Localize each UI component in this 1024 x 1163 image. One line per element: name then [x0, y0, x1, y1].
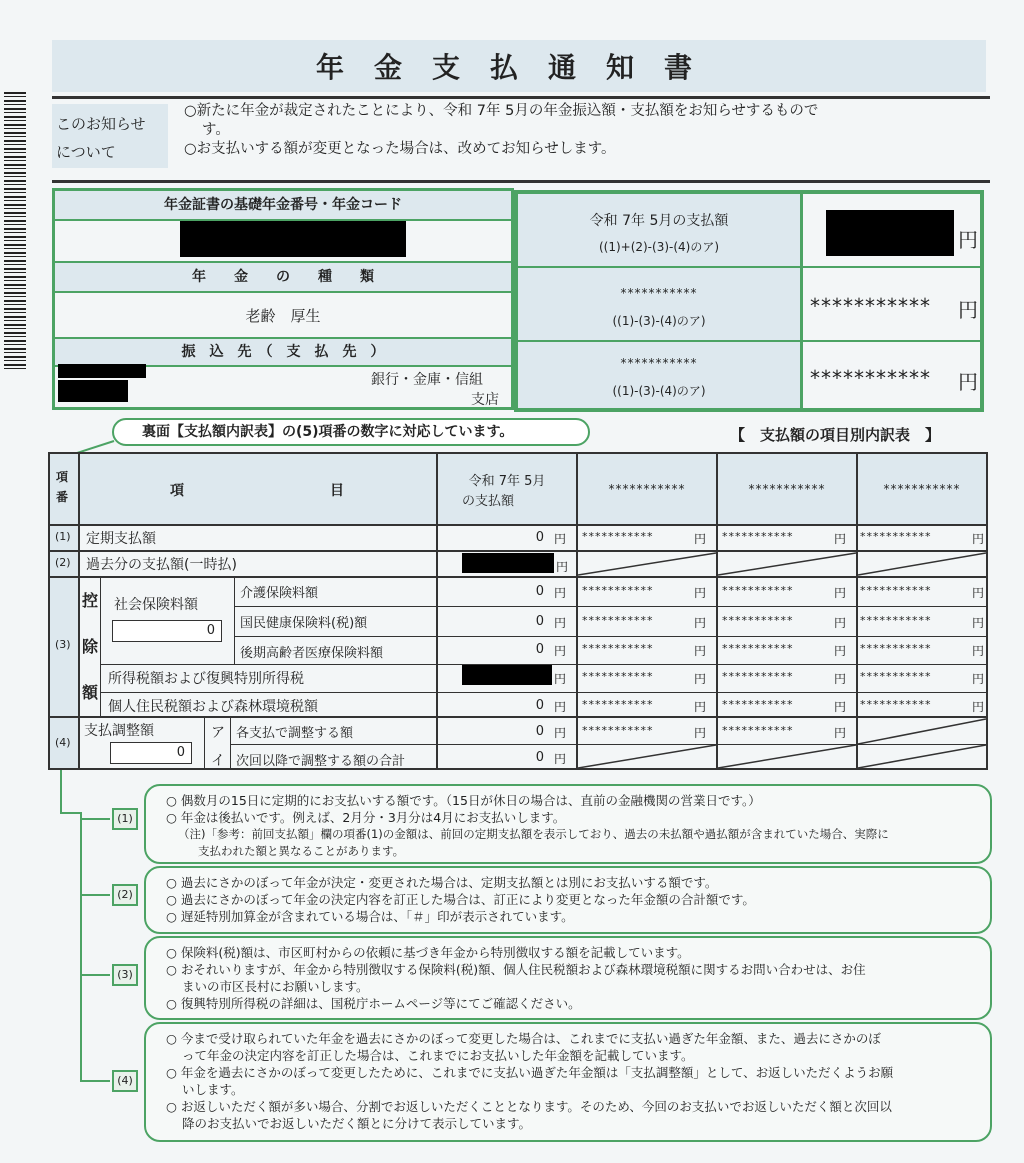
row2-no: (2): [55, 556, 71, 569]
amount-row2-formula: ((1)-(3)-(4)のア): [612, 314, 706, 328]
note2-line2: ○ 過去にさかのぼって年金の決定内容を訂正した場合は、訂正により変更となった年金額の合計額です。: [166, 892, 755, 907]
yen-mark: 円: [834, 726, 847, 740]
star-cell: ***********: [860, 530, 932, 543]
elderly-medical-label: 後期高齢者医療保険料額: [240, 646, 384, 661]
star-cell: ***********: [722, 670, 794, 683]
divider: [100, 576, 101, 716]
star-cell: ***********: [582, 642, 654, 655]
star-cell: ***********: [582, 584, 654, 597]
amount-row2-label: ***********: [620, 286, 698, 300]
strike-line: [578, 553, 716, 575]
divider: [100, 692, 986, 693]
elderly-value: 0: [535, 642, 544, 657]
connector-line: [60, 770, 62, 814]
divider: [234, 606, 986, 607]
header-col2: ***********: [608, 482, 686, 496]
connector-line: [80, 818, 110, 820]
adjust-i-value: 0: [535, 750, 544, 765]
notice-text: [184, 102, 974, 159]
star-cell: ***********: [860, 698, 932, 711]
header-col1-b: の支払額: [461, 494, 514, 509]
adjust-a-value: 0: [535, 724, 544, 739]
yen-mark: 円: [694, 586, 707, 600]
strike-line: [858, 745, 986, 768]
amount-row3-formula: ((1)-(3)-(4)のア): [612, 384, 706, 398]
divider: [800, 194, 803, 408]
star-cell: ***********: [860, 670, 932, 683]
note4-line6: 降のお支払いでお返しいただく額とに分けて表示しています。: [182, 1116, 532, 1131]
star-cell: ***********: [860, 642, 932, 655]
divider: [52, 180, 990, 183]
adjustment-total: 0: [110, 742, 192, 764]
kojo-char1: 控: [82, 591, 99, 610]
note2-line1: ○ 過去にさかのぼって年金が決定・変更された場合は、定期支払額とは別にお支払いする額です。: [166, 875, 718, 890]
yen-mark: 円: [958, 228, 978, 252]
strike-line: [718, 553, 856, 575]
redacted-pension-number: [180, 221, 406, 257]
note4-box: [144, 1022, 992, 1142]
divider: [230, 716, 231, 768]
amount-row3-label: ***********: [620, 356, 698, 370]
note1-box: [144, 784, 992, 864]
strike-line: [858, 719, 986, 744]
note4-line3: ○ 年金を過去にさかのぼって変更したために、これまでに支払い過ぎた年金額は「支払調整額」として、お返しいただくようお願: [166, 1065, 894, 1080]
yen-mark: 円: [972, 586, 985, 600]
header-item-b: 目: [330, 483, 344, 499]
header-no-1: 項: [56, 470, 69, 484]
note3-box: [144, 936, 992, 1020]
amount-row1-label: 令和 7年 5月の支払額: [589, 213, 729, 229]
nhi-label: 国民健康保険料(税)額: [240, 616, 368, 631]
yen-mark: 円: [834, 586, 847, 600]
resident-tax-label: 個人住民税額および森林環境税額: [108, 699, 318, 715]
redacted-branch: [58, 380, 128, 402]
yen-mark: 円: [834, 616, 847, 630]
star-cell: ***********: [722, 614, 794, 627]
notice-label-line2: について: [56, 143, 116, 161]
header-col1-a: 令和 7年 5月: [468, 474, 546, 489]
yen-mark: 円: [958, 370, 978, 394]
strike-line: [858, 553, 986, 575]
yen-mark: 円: [972, 644, 985, 658]
note1-tag: (1): [112, 808, 138, 830]
divider: [234, 636, 986, 637]
redacted-payment-amount: [826, 210, 954, 256]
yen-mark: 円: [554, 672, 567, 686]
pension-type-value: 老齢 厚生: [55, 293, 511, 339]
divider: [50, 576, 986, 578]
note4-tag: (4): [112, 1070, 138, 1092]
adjust-i-mark: イ: [211, 753, 225, 769]
amount-row3-value: ***********: [810, 366, 931, 390]
barcode: [4, 92, 26, 372]
pension-number-label: 年金証書の基礎年金番号・年金コード: [55, 191, 511, 221]
star-cell: ***********: [582, 530, 654, 543]
row1-label: 定期支払額: [86, 531, 156, 547]
payee-label: 振 込 先 （ 支 払 先 ）: [55, 339, 511, 367]
notice-line1b: す。: [202, 122, 230, 138]
divider: [50, 524, 986, 526]
note3-tag: (3): [112, 964, 138, 986]
social-insurance-label: 社会保険料額: [114, 597, 198, 613]
breakdown-table: [48, 452, 988, 770]
note4-line2: って年金の決定内容を訂正した場合は、これまでにお支払いした年金額を記載しています。: [182, 1048, 694, 1063]
yen-mark: 円: [694, 616, 707, 630]
note3-line4: ○ 復興特別所得税の詳細は、国税庁ホームページ等にてご確認ください。: [166, 996, 581, 1011]
connector-line: [60, 812, 82, 814]
resident-value: 0: [535, 698, 544, 713]
notice-label-line1: このお知らせ: [56, 115, 146, 133]
note4-line4: いします。: [182, 1082, 244, 1097]
note2-line3: ○ 遅延特別加算金が含まれている場合は、「＃」印が表示されています。: [166, 909, 574, 924]
branch-suffix: 支店: [471, 392, 499, 408]
social-insurance-total: 0: [112, 620, 222, 642]
star-cell: ***********: [860, 584, 932, 597]
row3-no: (3): [55, 638, 71, 651]
note1-line4: 支払われた額と異なることがあります。: [198, 844, 405, 858]
row1-value: 0: [535, 530, 544, 545]
notice-line1: ○新たに年金が裁定されたことにより、令和 7年 5月の年金振込額・支払額をお知らせするもので: [184, 103, 819, 119]
redacted-past-payment: [462, 553, 554, 573]
note1-line1: ○ 偶数月の15日に定期的にお支払いする額です。（15日が休日の場合は、直前の金融機関の営業日です。）: [166, 793, 761, 808]
note2-tag: (2): [112, 884, 138, 906]
star-cell: ***********: [722, 698, 794, 711]
adjustment-label: 支払調整額: [84, 723, 154, 739]
amount-row2-value: ***********: [810, 294, 931, 318]
row4-no: (4): [55, 736, 71, 749]
nhi-value: 0: [535, 614, 544, 629]
redacted-income-tax: [462, 665, 552, 685]
yen-mark: 円: [554, 616, 567, 630]
yen-mark: 円: [554, 726, 567, 740]
note2-box: [144, 866, 992, 934]
yen-mark: 円: [972, 700, 985, 714]
note4-line1: ○ 今まで受け取られていた年金を過去にさかのぼって変更した場合は、これまでに支払い過ぎた年金額、また、過去にさかのぼ: [166, 1031, 881, 1046]
care-value: 0: [535, 584, 544, 599]
star-cell: ***********: [582, 614, 654, 627]
row2-label: 過去分の支払額(一時払): [86, 557, 237, 573]
kojo-char3: 額: [82, 683, 99, 702]
yen-mark: 円: [972, 532, 985, 546]
divider: [234, 576, 235, 664]
yen-mark: 円: [694, 672, 707, 686]
notice-line2: ○お支払いする額が変更となった場合は、改めてお知らせします。: [184, 141, 616, 157]
note3-line2: ○ おそれいりますが、年金から特別徴収する保険料(税)額、個人住民税額および森林環境税額に関するお問い合わせは、お住: [166, 962, 866, 977]
divider: [518, 266, 980, 268]
yen-mark: 円: [834, 532, 847, 546]
adjust-a-label: 各支払で調整する額: [236, 726, 354, 741]
reverse-side-pointer-note: 裏面【支払額内訳表】の(5)項番の数字に対応しています。: [112, 418, 590, 446]
yen-mark: 円: [554, 532, 567, 546]
yen-mark: 円: [694, 726, 707, 740]
redacted-bank: [58, 364, 146, 378]
yen-mark: 円: [694, 700, 707, 714]
page-title: 年金支払通知書: [315, 51, 722, 84]
star-cell: ***********: [860, 614, 932, 627]
yen-mark: 円: [834, 700, 847, 714]
yen-mark: 円: [972, 672, 985, 686]
blank-cells-row2: [578, 552, 986, 576]
strike-line: [578, 745, 716, 768]
connector-line: [80, 974, 110, 976]
yen-mark: 円: [554, 644, 567, 658]
divider: [52, 96, 990, 99]
star-cell: ***********: [582, 670, 654, 683]
header-col3: ***********: [748, 482, 826, 496]
connector-line: [80, 1080, 110, 1082]
yen-mark: 円: [554, 586, 567, 600]
note1-line3: （注)「参考：前回支払額」欄の項番(1)の金額は、前回の定期支払額を表示しており、過去の未払額や過払額が含まれていた場合、実際に: [178, 827, 889, 841]
pension-type-label: 年 金 の 種 類: [55, 263, 511, 293]
star-cell: ***********: [722, 584, 794, 597]
divider: [518, 340, 980, 342]
header-item-a: 項: [170, 483, 184, 499]
divider: [78, 454, 80, 768]
note3-line3: まいの市区長村にお願いします。: [182, 979, 369, 994]
yen-mark: 円: [554, 752, 567, 766]
yen-mark: 円: [834, 672, 847, 686]
divider: [204, 716, 205, 768]
yen-mark: 円: [694, 532, 707, 546]
yen-mark: 円: [958, 298, 978, 322]
star-cell: ***********: [722, 724, 794, 737]
star-cell: ***********: [722, 642, 794, 655]
connector-line: [80, 894, 110, 896]
kojo-char2: 除: [82, 637, 99, 656]
star-cell: ***********: [582, 724, 654, 737]
yen-mark: 円: [694, 644, 707, 658]
note3-line1: ○ 保険料(税)額は、市区町村からの依頼に基づき年金から特別徴収する額を記載しています。: [166, 945, 690, 960]
notice-label: [52, 104, 168, 168]
blank-cells-row4: [578, 718, 986, 768]
header-no-2: 番: [56, 490, 69, 504]
yen-mark: 円: [556, 560, 569, 574]
header-col4: ***********: [883, 482, 961, 496]
yen-mark: 円: [972, 616, 985, 630]
note4-line5: ○ お返しいただく額が多い場合、分割でお返しいただくこととなります。そのため、今回のお支払いでお返しいただく額と次回以: [166, 1099, 892, 1114]
strike-line: [718, 745, 856, 768]
amount-row1-formula: ((1)+(2)-(3)-(4)のア): [598, 240, 720, 254]
bank-suffix: 銀行・金庫・信組: [371, 372, 483, 388]
star-cell: ***********: [722, 530, 794, 543]
row1-no: (1): [55, 530, 71, 543]
yen-mark: 円: [834, 644, 847, 658]
income-tax-label: 所得税額および復興特別所得税: [108, 671, 304, 687]
breakdown-title: 【 支払額の項目別内訳表 】: [730, 426, 941, 444]
note1-line2: ○ 年金は後払いです。例えば、2月分・3月分は4月にお支払いします。: [166, 810, 566, 825]
star-cell: ***********: [582, 698, 654, 711]
care-insurance-label: 介護保険料額: [240, 586, 319, 601]
yen-mark: 円: [554, 700, 567, 714]
connector-line: [80, 812, 82, 1082]
adjust-i-label: 次回以降で調整する額の合計: [236, 754, 406, 769]
adjust-a-mark: ア: [211, 725, 225, 741]
